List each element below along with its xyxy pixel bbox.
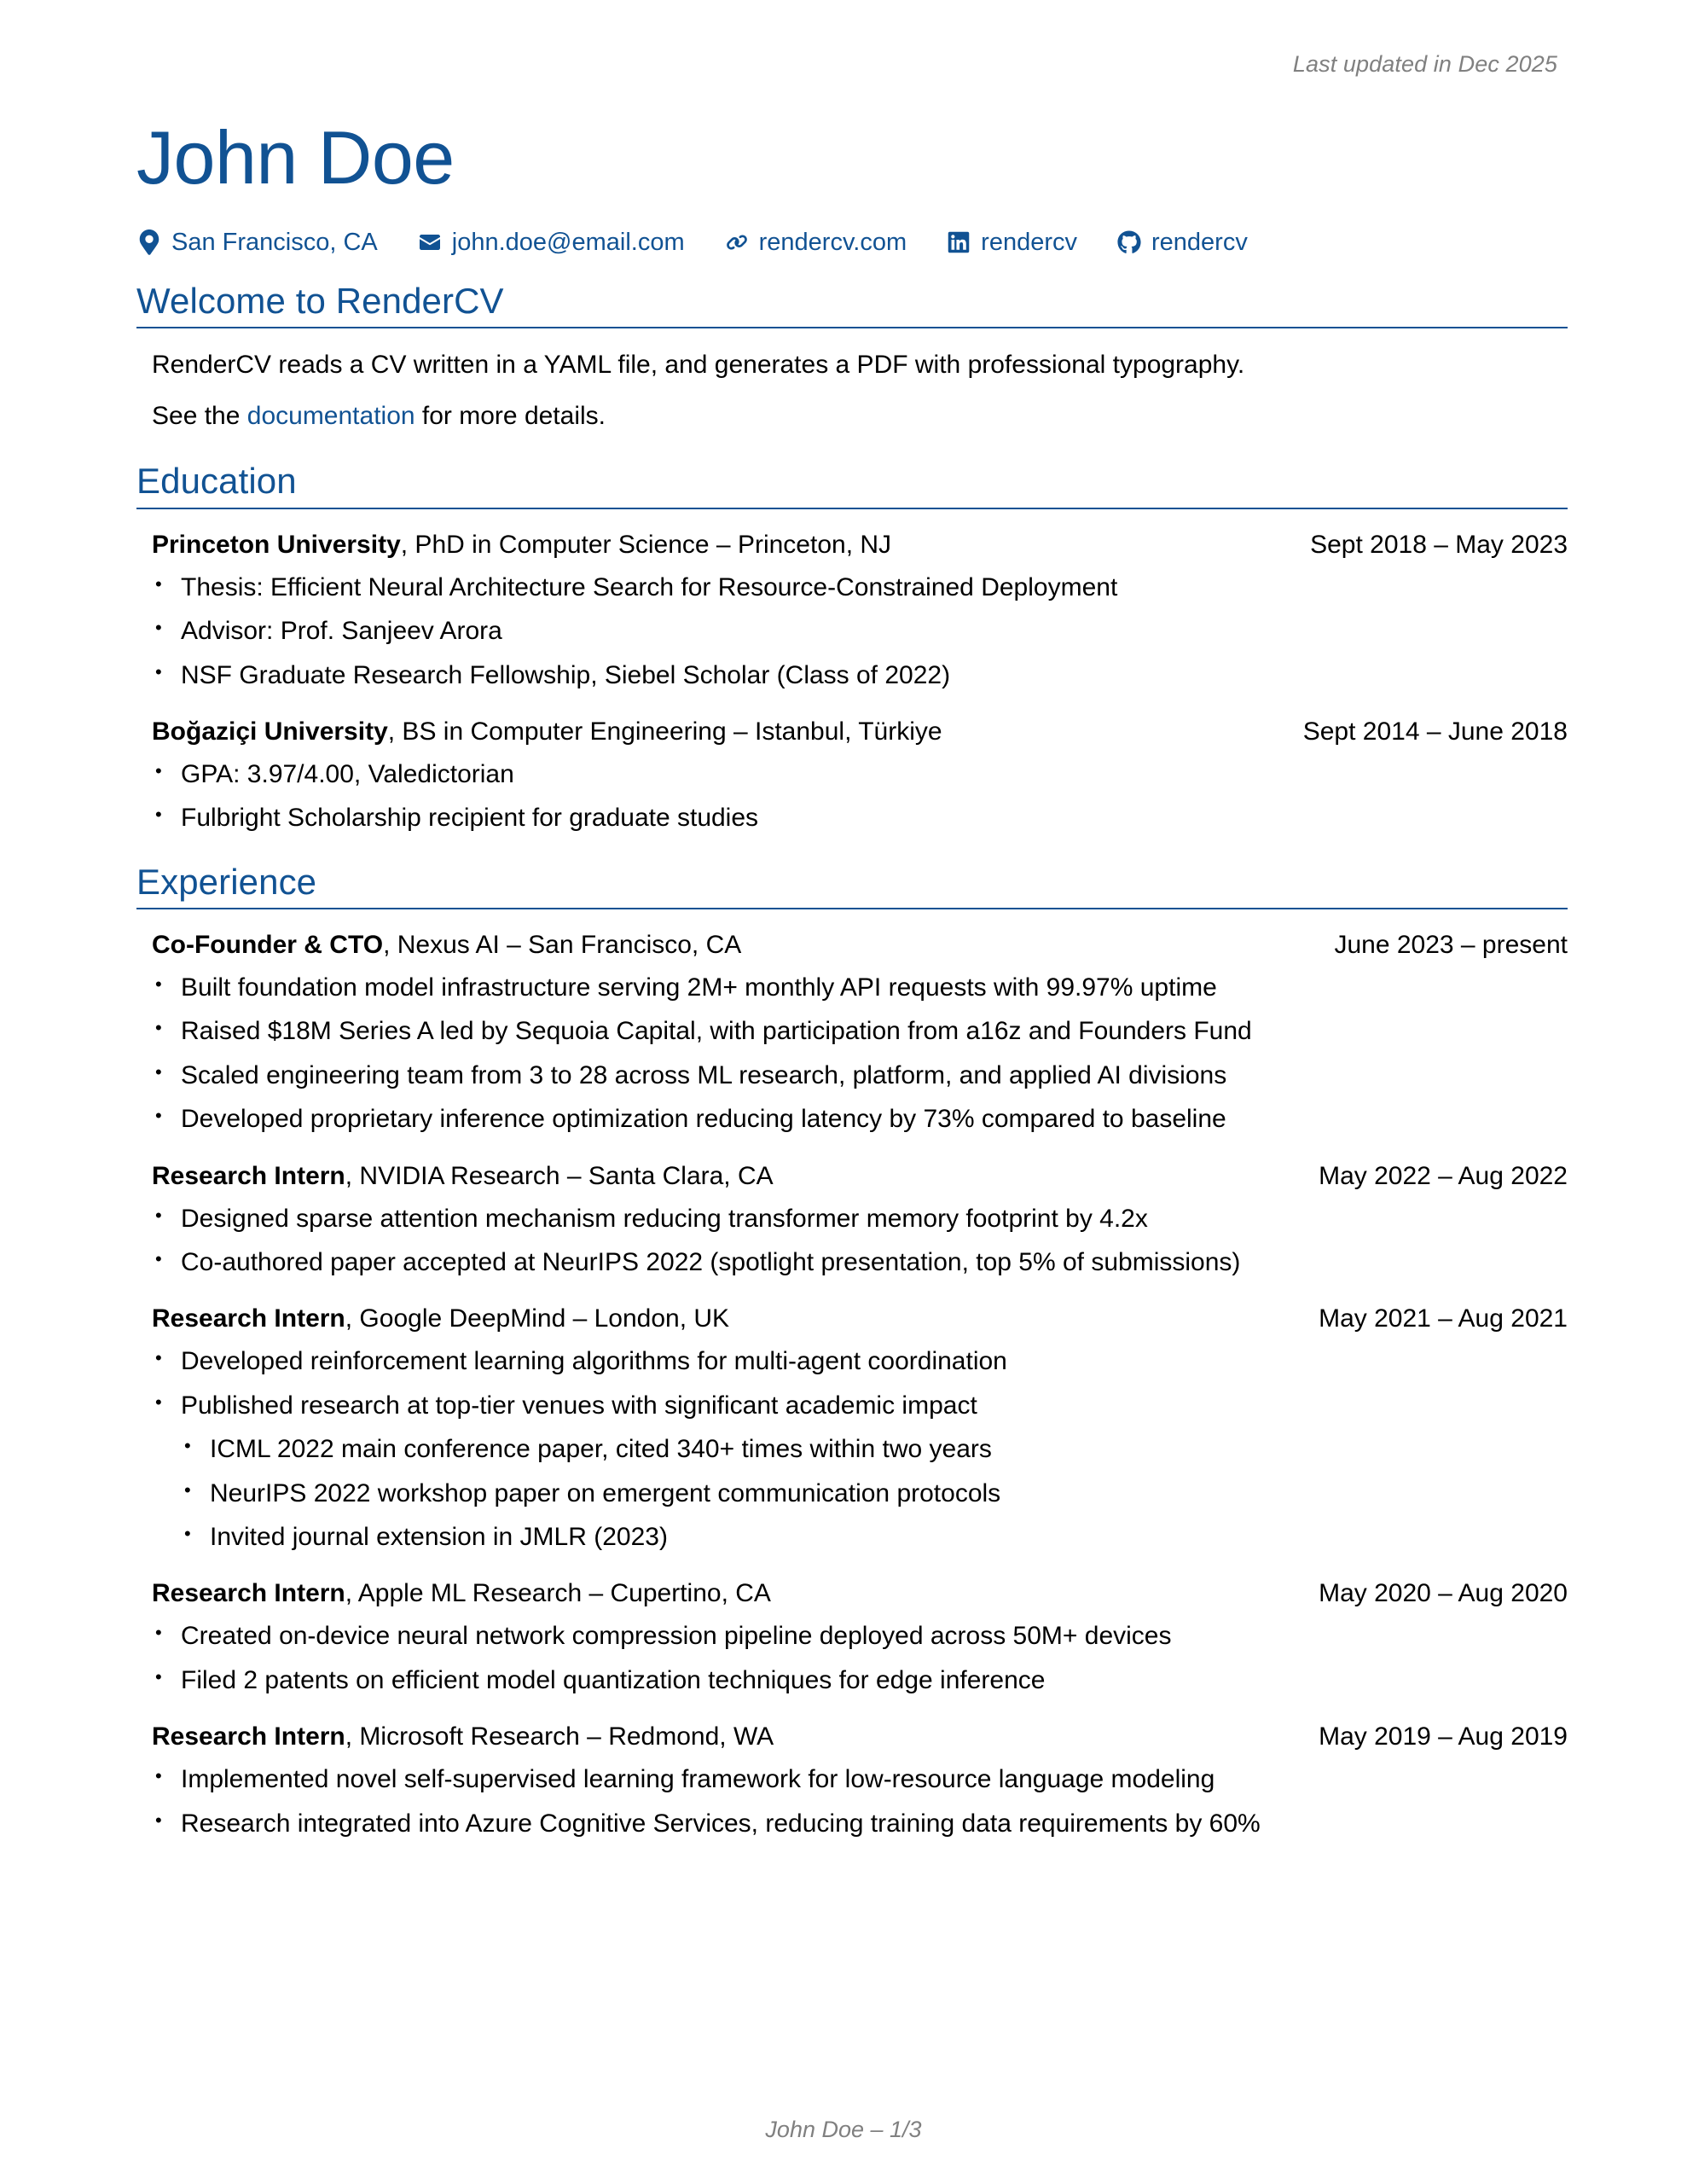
link-icon	[724, 229, 750, 255]
entry-heading-text	[152, 1577, 1298, 1610]
bullet-item	[152, 1101, 1568, 1136]
entry-organization: Research Intern	[152, 1304, 345, 1333]
welcome-paragraph-1: RenderCV reads a CV written in a YAML file, and generates a PDF with professional typography.	[152, 351, 1245, 380]
bullet-item	[152, 800, 1568, 835]
subbullet-text: NeurIPS 2022 workshop paper on emergent communication protocols	[210, 1478, 1001, 1507]
entry-date: May 2022 – Aug 2022	[1319, 1161, 1568, 1190]
entry-header	[152, 928, 1568, 961]
bullet-item	[152, 970, 1568, 1005]
entry-heading-text	[152, 928, 1313, 961]
entry-detail: , Apple ML Research – Cupertino, CA	[345, 1579, 771, 1608]
page-title: John Doe	[136, 115, 455, 200]
bullet-item	[152, 757, 1568, 792]
bullet-text: Co-authored paper accepted at NeurIPS 2022 (spotlight presentation, top 5% of submissions)	[181, 1247, 1241, 1276]
bullet-text: Designed sparse attention mechanism reducing transformer memory footprint by 4.2x	[181, 1204, 1148, 1233]
entry-date: May 2021 – Aug 2021	[1319, 1304, 1568, 1333]
entry	[152, 1302, 1568, 1554]
entry-heading-text	[152, 1302, 1298, 1335]
bullet-text: Research integrated into Azure Cognitive Services, reducing training data requirements by 60%	[181, 1809, 1261, 1838]
entry-bullet-list	[152, 570, 1568, 693]
entry-date: Sept 2014 – June 2018	[1302, 717, 1568, 746]
entry-organization: Boğaziçi University	[152, 717, 388, 746]
entry-organization: Princeton University	[152, 530, 401, 559]
contact-label: San Francisco, CA	[171, 228, 378, 256]
entry-subbullet-list	[181, 1432, 1568, 1554]
bullet-text: Developed proprietary inference optimization reducing latency by 73% compared to baseline	[181, 1105, 1226, 1134]
bullet-item	[152, 658, 1568, 693]
entry-detail: , BS in Computer Engineering – Istanbul, Türkiye	[387, 717, 942, 746]
entry-header	[152, 1302, 1568, 1335]
entry-date: May 2020 – Aug 2020	[1319, 1579, 1568, 1608]
entry	[152, 928, 1568, 1137]
entry	[152, 1159, 1568, 1281]
bullet-item	[152, 1058, 1568, 1093]
section-body-education	[136, 528, 1568, 836]
entry-bullet-list	[152, 1344, 1568, 1554]
bullet-item	[152, 1245, 1568, 1280]
bullet-item	[152, 613, 1568, 648]
bullet-item	[152, 1806, 1568, 1841]
entry-bullet-list	[152, 1618, 1568, 1698]
entry-date: June 2023 – present	[1334, 931, 1568, 960]
github-icon	[1116, 229, 1142, 255]
bullet-item	[152, 1201, 1568, 1236]
entry-detail: , NVIDIA Research – Santa Clara, CA	[345, 1161, 774, 1190]
entry-detail: , Nexus AI – San Francisco, CA	[383, 931, 742, 960]
entry-date: May 2019 – Aug 2019	[1319, 1722, 1568, 1751]
contact-item-linkedin[interactable]	[946, 229, 1077, 255]
entry-detail: , Google DeepMind – London, UK	[345, 1304, 730, 1333]
contact-item-location-pin[interactable]	[136, 229, 378, 255]
contact-item-link[interactable]	[724, 229, 907, 255]
section-title-welcome: Welcome to RenderCV	[136, 281, 1568, 328]
subbullet-text: ICML 2022 main conference paper, cited 340+ times within two years	[210, 1435, 992, 1464]
bullet-text: Built foundation model infrastructure serving 2M+ monthly API requests with 99.97% uptime	[181, 973, 1217, 1002]
welcome-paragraph-2-after: for more details.	[415, 401, 606, 430]
subbullet-item	[181, 1432, 1568, 1467]
subbullet-text: Invited journal extension in JMLR (2023)	[210, 1522, 668, 1551]
entry-header	[152, 1577, 1568, 1610]
entry-header	[152, 1720, 1568, 1753]
bullet-text: Created on-device neural network compression pipeline deployed across 50M+ devices	[181, 1622, 1172, 1651]
bullet-item	[152, 1663, 1568, 1698]
bullet-text: Thesis: Efficient Neural Architecture Search for Resource-Constrained Deployment	[181, 572, 1118, 601]
entry-header	[152, 715, 1568, 748]
entry-organization: Research Intern	[152, 1579, 345, 1608]
documentation-link[interactable]: documentation	[246, 401, 415, 430]
entry-detail: , Microsoft Research – Redmond, WA	[345, 1722, 774, 1751]
entry-bullet-list	[152, 970, 1568, 1137]
contact-item-envelope[interactable]	[417, 229, 685, 255]
bullet-text: GPA: 3.97/4.00, Valedictorian	[181, 759, 514, 788]
entry	[152, 715, 1568, 836]
bullet-item	[152, 1344, 1568, 1379]
bullet-item	[152, 1618, 1568, 1653]
bullet-text: Published research at top-tier venues with significant academic impact	[181, 1391, 977, 1420]
bullet-text: Implemented novel self-supervised learning framework for low-resource language modeling	[181, 1765, 1215, 1794]
entry-detail: , PhD in Computer Science – Princeton, NJ	[400, 530, 892, 559]
envelope-icon	[417, 229, 443, 255]
section-title-education: Education	[136, 461, 1568, 508]
bullet-text: Fulbright Scholarship recipient for graduate studies	[181, 804, 759, 833]
contact-label: rendercv	[1151, 228, 1248, 256]
entry-organization: Research Intern	[152, 1722, 345, 1751]
bullet-item	[152, 1388, 1568, 1555]
section-body-experience	[136, 928, 1568, 1841]
entry	[152, 1720, 1568, 1841]
bullet-item	[152, 570, 1568, 605]
section-education	[136, 461, 1568, 835]
section-title-experience: Experience	[136, 862, 1568, 909]
entry-bullet-list	[152, 757, 1568, 836]
location-pin-icon	[136, 229, 162, 255]
welcome-paragraph-2-before: See the	[152, 401, 247, 430]
contact-label: rendercv	[981, 228, 1077, 256]
last-updated-note: Last updated in Dec 2025	[1292, 51, 1557, 77]
entry-heading-text	[152, 1159, 1298, 1193]
entry-organization: Research Intern	[152, 1161, 345, 1190]
entry-header	[152, 528, 1568, 561]
entry-date: Sept 2018 – May 2023	[1310, 530, 1568, 559]
contact-label: rendercv.com	[758, 228, 907, 256]
section-welcome	[136, 281, 1568, 435]
linkedin-icon	[946, 229, 971, 255]
entry	[152, 1577, 1568, 1698]
contact-item-github[interactable]	[1116, 229, 1248, 255]
entry-heading-text	[152, 528, 1290, 561]
bullet-text: Raised $18M Series A led by Sequoia Capital, with participation from a16z and Founders Fund	[181, 1017, 1252, 1046]
section-body-welcome	[136, 346, 1568, 435]
contact-label: john.doe@email.com	[451, 228, 685, 256]
bullet-item	[152, 1762, 1568, 1797]
section-experience	[136, 862, 1568, 1841]
bullet-text: Scaled engineering team from 3 to 28 across ML research, platform, and applied AI divisions	[181, 1060, 1227, 1089]
entry-heading-text	[152, 1720, 1298, 1753]
bullet-text: Advisor: Prof. Sanjeev Arora	[181, 617, 502, 646]
bullet-text: Developed reinforcement learning algorithms for multi-agent coordination	[181, 1347, 1007, 1376]
entry-organization: Co-Founder & CTO	[152, 931, 384, 960]
page-footer: John Doe – 1/3	[765, 2117, 922, 2142]
entry	[152, 528, 1568, 693]
bullet-item	[152, 1014, 1568, 1048]
subbullet-item	[181, 1519, 1568, 1554]
welcome-paragraph-2	[152, 397, 1568, 436]
entry-header	[152, 1159, 1568, 1193]
bullet-text: Filed 2 patents on efficient model quantization techniques for edge inference	[181, 1665, 1046, 1694]
entry-bullet-list	[152, 1201, 1568, 1281]
bullet-text: NSF Graduate Research Fellowship, Siebel Scholar (Class of 2022)	[181, 660, 951, 689]
entry-heading-text	[152, 715, 1283, 748]
contact-row	[136, 229, 1568, 255]
entry-bullet-list	[152, 1762, 1568, 1841]
subbullet-item	[181, 1476, 1568, 1511]
